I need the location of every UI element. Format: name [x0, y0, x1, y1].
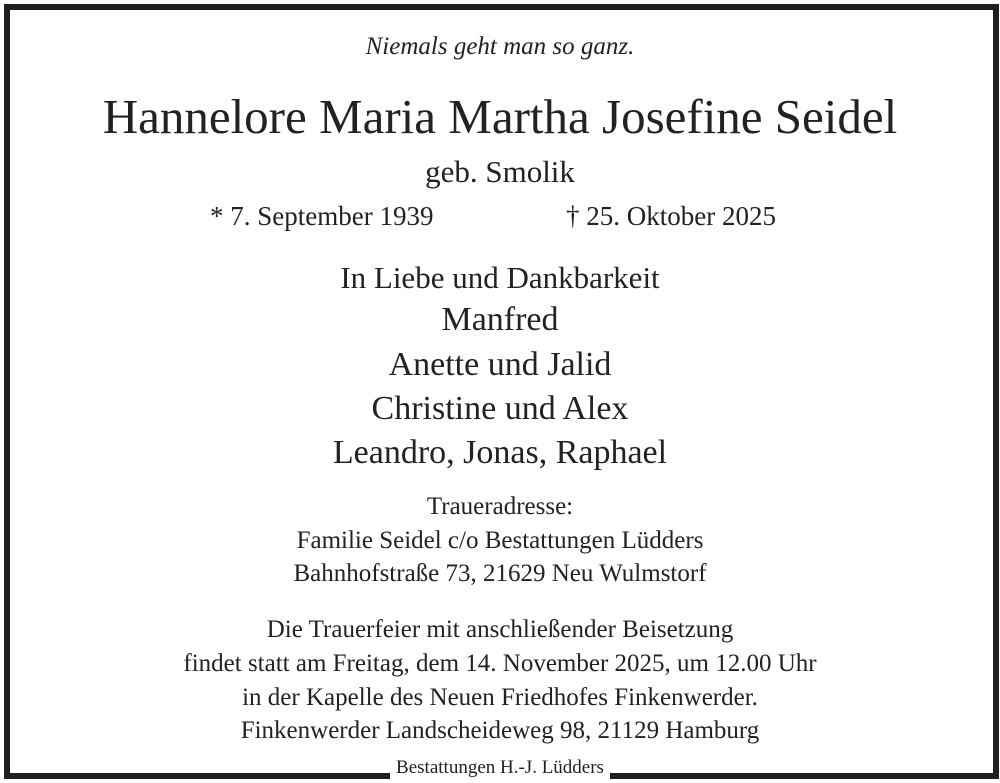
- service-line: in der Kapelle des Neuen Friedhofes Finkenwerder.: [242, 684, 758, 711]
- service-line: findet statt am Freitag, dem 14. November 2025, um 12.00 Uhr: [183, 650, 817, 677]
- service-line: Finkenwerder Landscheideweg 98, 21129 Hamburg: [240, 717, 760, 744]
- address-line: Familie Seidel c/o Bestattungen Lüdders: [296, 527, 704, 554]
- death-date: † 25. Oktober 2025: [566, 201, 776, 231]
- mourner-line: Christine und Alex: [371, 390, 629, 427]
- address-heading: Traueradresse:: [426, 493, 574, 520]
- deceased-name: Hannelore Maria Martha Josefine Seidel: [102, 89, 898, 144]
- mourner-line: Manfred: [441, 301, 559, 338]
- maiden-name: geb. Smolik: [425, 154, 575, 189]
- mourner-line: Anette und Jalid: [388, 346, 612, 383]
- mourner-line: Leandro, Jonas, Raphael: [332, 434, 668, 471]
- address-line: Bahnhofstraße 73, 21629 Neu Wulmstorf: [293, 560, 707, 587]
- birth-date: * 7. September 1939: [210, 201, 434, 231]
- funeral-home-credit: Bestattungen H.-J. Lüdders: [390, 757, 610, 779]
- service-line: Die Trauerfeier mit anschließender Beisetzung: [266, 616, 734, 643]
- footer: [0, 757, 1000, 779]
- dedication: In Liebe und Dankbarkeit: [340, 260, 660, 295]
- motto: Niemals geht man so ganz.: [365, 33, 635, 60]
